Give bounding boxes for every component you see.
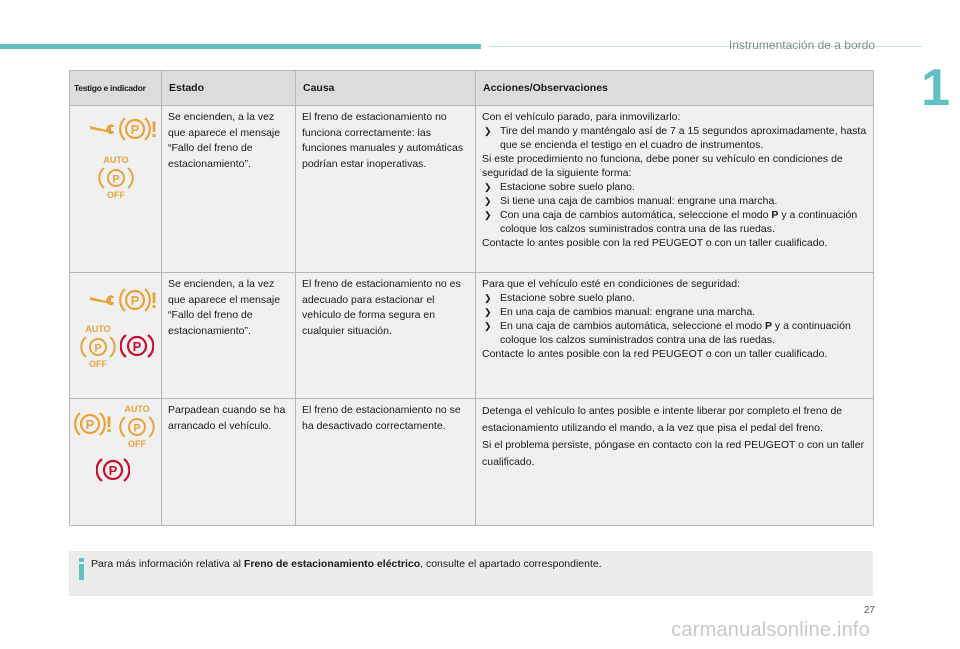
bullet-item: ❯ Tire del mando y manténgalo así de 7 a 15 segundos aproximadamente, hasta que se encienda el testigo en el cuadro de instrumentos. — [484, 125, 867, 151]
parking-brake-icon — [96, 455, 130, 485]
table-row — [70, 273, 874, 399]
svg-text:OFF: OFF — [107, 190, 125, 200]
svg-text:P: P — [132, 339, 142, 354]
indicator-cell — [70, 399, 162, 526]
auto-park-off-icon — [117, 403, 157, 449]
causa-cell: El freno de estacionamiento no es adecuado para estacionar el vehículo de forma segura en cualquier situación. — [296, 273, 476, 399]
wrench-icon — [88, 120, 116, 140]
acciones-text: Contacte lo antes posible con la red PEUGEOT o con un taller cualificado. — [482, 348, 828, 360]
table-row — [70, 106, 874, 273]
parking-brake-fault-icon — [119, 114, 159, 144]
bullet-item: ❯ Estacione sobre suelo plano. — [484, 181, 635, 193]
estado-cell: Se encienden, a la vez que aparece el mensaje “Fallo del freno de estacionamiento”. — [162, 106, 296, 273]
table-row — [70, 399, 874, 526]
header-accent-bar — [0, 44, 481, 49]
info-note — [69, 551, 873, 596]
bullet-item: ❯ En una caja de cambios automática, seleccione el modo P y a continuación coloque los calzos suministrados contra una de las ruedas. — [484, 320, 851, 346]
bullet-item: ❯ Si tiene una caja de cambios manual: engrane una marcha. — [484, 195, 778, 207]
parking-brake-fault-icon — [119, 285, 159, 315]
svg-text:P: P — [108, 463, 118, 478]
wrench-icon — [88, 291, 116, 311]
acciones-text: Contacte lo antes posible con la red PEUGEOT o con un taller cualificado. — [482, 237, 828, 249]
acciones-cell — [476, 273, 874, 399]
auto-park-off-icon — [78, 323, 118, 369]
svg-text:OFF: OFF — [128, 439, 146, 449]
svg-text:P: P — [130, 293, 140, 308]
parking-brake-fault-icon — [74, 409, 114, 439]
bullet-item: ❯ En una caja de cambios manual: engrane una marcha. — [484, 306, 756, 318]
causa-cell: El freno de estacionamiento no se ha desactivado correctamente. — [296, 399, 476, 526]
acciones-text: Si este procedimiento no funciona, debe poner su vehículo en condiciones de seguridad de la siguiente forma: — [482, 153, 843, 179]
estado-cell: Se encienden, a la vez que aparece el mensaje “Fallo del freno de estacionamiento”. — [162, 273, 296, 399]
section-title: Instrumentación de a bordo — [728, 38, 875, 52]
auto-park-off-icon — [96, 154, 136, 200]
parking-brake-icon — [120, 331, 154, 361]
svg-text:P: P — [94, 342, 102, 355]
info-text: Para más información relativa al Freno de estacionamiento eléctrico, consulte el apartado correspondiente. — [91, 558, 602, 570]
indicator-cell — [70, 106, 162, 273]
svg-text:P: P — [85, 417, 95, 432]
acciones-text: Para que el vehículo esté en condiciones de seguridad: — [482, 278, 741, 290]
causa-cell: El freno de estacionamiento no funciona correctamente: las funciones manuales y automáticas podrían estar inoperativas. — [296, 106, 476, 273]
svg-text:P: P — [112, 173, 120, 186]
page-number: 27 — [863, 605, 875, 616]
column-header-causa: Causa — [296, 71, 476, 106]
acciones-text: Si el problema persiste, póngase en contacto con la red PEUGEOT o con un taller cualificado. — [482, 439, 865, 468]
svg-text:OFF: OFF — [89, 359, 107, 369]
table-header-row — [70, 71, 874, 106]
svg-text:!: ! — [150, 117, 158, 142]
acciones-text: Con el vehículo parado, para inmovilizarlo: — [482, 111, 681, 123]
column-header-acciones: Acciones/Observaciones — [476, 71, 874, 106]
svg-text:AUTO: AUTO — [85, 324, 111, 334]
acciones-text: Detenga el vehículo lo antes posible e intente liberar por completo el freno de estacionamiento utilizando el mando, a la vez que pisa el pedal del freno. — [482, 405, 843, 434]
warning-lights-table — [69, 70, 874, 526]
watermark: carmanualsonline.info — [671, 619, 870, 641]
svg-text:P: P — [130, 122, 140, 137]
bullet-item: ❯ Estacione sobre suelo plano. — [484, 292, 635, 304]
svg-text:P: P — [133, 422, 141, 435]
svg-text:!: ! — [105, 412, 113, 437]
chapter-number: 1 — [921, 59, 950, 117]
indicator-cell — [70, 273, 162, 399]
acciones-cell — [476, 106, 874, 273]
bullet-item: ❯ Con una caja de cambios automática, seleccione el modo P y a continuación coloque los calzos suministrados contra una de las ruedas. — [484, 209, 858, 235]
svg-text:AUTO: AUTO — [103, 155, 129, 165]
column-header-indicator: Testigo e indicador — [70, 71, 162, 106]
column-header-estado: Estado — [162, 71, 296, 106]
svg-text:!: ! — [150, 288, 158, 313]
estado-cell: Parpadean cuando se ha arrancado el vehículo. — [162, 399, 296, 526]
acciones-cell — [476, 399, 874, 526]
svg-text:AUTO: AUTO — [124, 404, 150, 414]
